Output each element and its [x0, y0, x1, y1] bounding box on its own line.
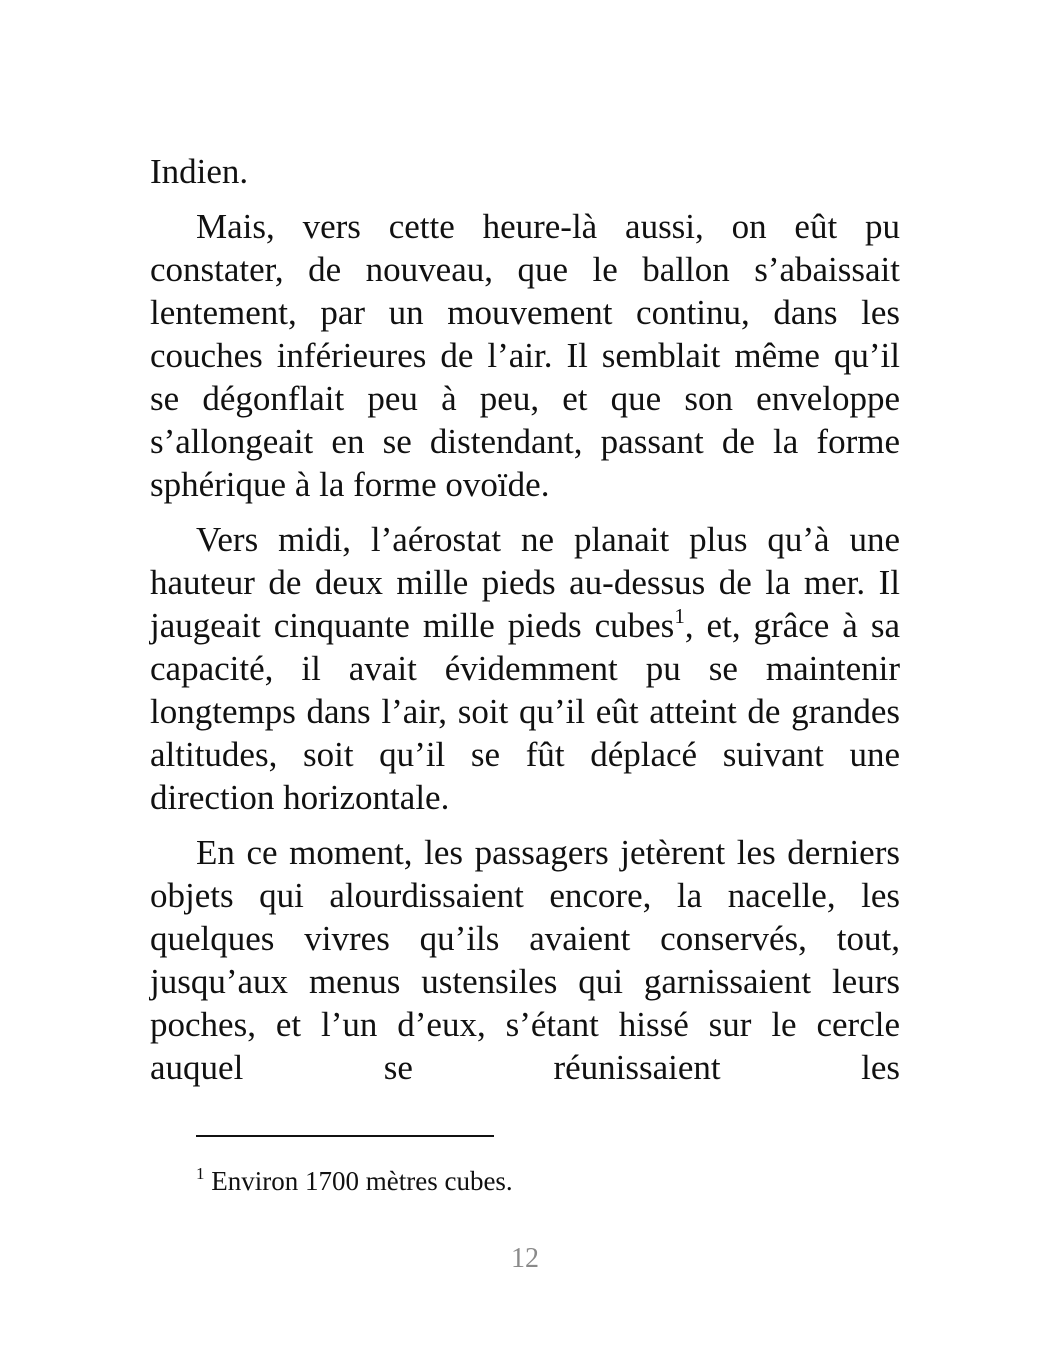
footnote-reference: 1 — [674, 604, 685, 628]
footnote — [196, 1164, 513, 1198]
paragraph-noon-altitude — [150, 518, 900, 819]
footnote-divider — [196, 1135, 494, 1137]
paragraph-noon-text-before: Vers midi, l’aérostat ne planait plus qu’à une hauteur de deux mille pieds au-dessus de la mer. Il jaugeait cinquante mille pieds cubes — [150, 520, 900, 645]
page-number: 12 — [511, 1243, 539, 1274]
paragraph-passengers: En ce moment, les passagers jetèrent les derniers objets qui alourdissaient encore, la nacelle, les quelques vivres qu’ils avaient conservés, tout, jusqu’aux menus ustensiles qui garnissaient leurs poches, et l’un d’eux, s’étant hissé sur le cercle auquel se réunissaient les — [150, 833, 900, 1087]
footnote-marker: 1 — [196, 1164, 205, 1183]
paragraph-continuation: Indien. — [150, 152, 249, 191]
paragraph-noon-text-after: , et, grâce à sa capacité, il avait évidemment pu se maintenir longtemps dans l’air, soit qu’il eût atteint de grandes altitudes, soit qu’il se fût déplacé suivant une direction horizontale. — [150, 606, 900, 817]
footnote-text: Environ 1700 mètres cubes. — [211, 1166, 513, 1196]
page-body — [150, 150, 900, 1101]
paragraph-balloon-descending: Mais, vers cette heure-là aussi, on eût pu constater, de nouveau, que le ballon s’abaissait lentement, par un mouvement continu, dans les couches inférieures de l’air. Il semblait même qu’il se dégonflait peu à peu, et que son enveloppe s’allongeait en se distendant, passant de la forme sphérique à la forme ovoïde. — [150, 207, 900, 504]
